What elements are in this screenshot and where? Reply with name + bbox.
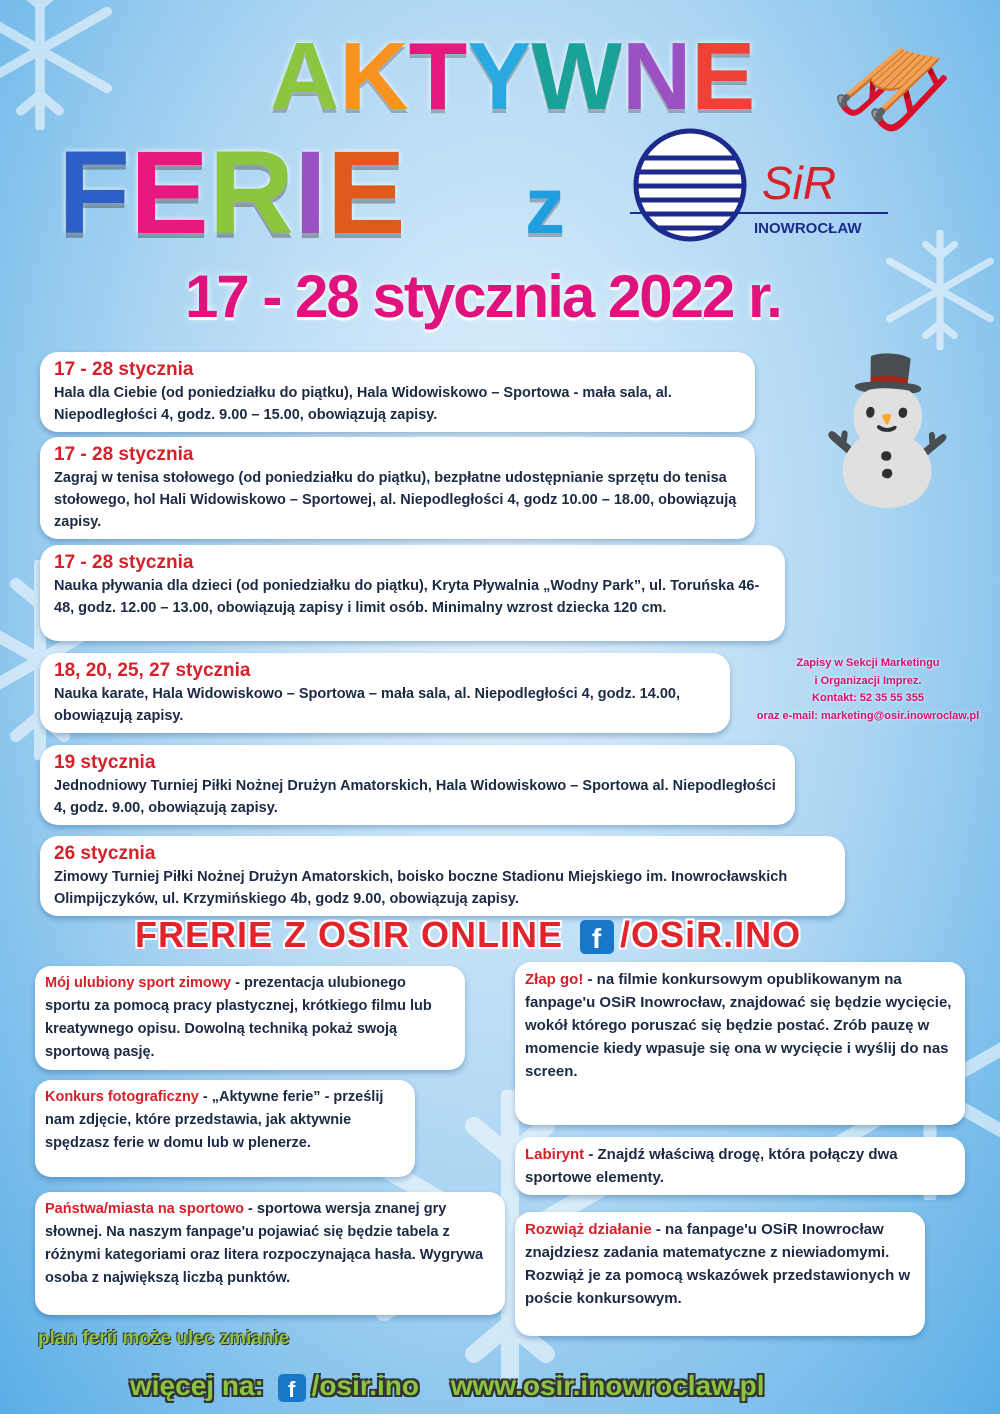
event-dates: 17 - 28 stycznia 2022 r. bbox=[185, 263, 781, 330]
event-text: Zimowy Turniej Piłki Nożnej Drużyn Amatorskich, boisko boczne Stadionu Miejskiego im. Inowrocławskich Olimpijczyków, ul. Krzymińskiego 4b, godz 9.00, obowiązują zapisy. bbox=[54, 869, 788, 907]
logo-city: INOWROCŁAW bbox=[754, 220, 862, 237]
snowman-illustration: ⛄ bbox=[800, 351, 975, 508]
title-letter: T bbox=[408, 23, 468, 130]
title-letter: Y bbox=[467, 23, 532, 130]
event-card bbox=[40, 352, 755, 432]
facebook-handle[interactable]: /OSiR.INO bbox=[620, 914, 802, 955]
contest-card bbox=[35, 1080, 415, 1177]
event-date: 18, 20, 25, 27 stycznia bbox=[54, 660, 251, 681]
event-text: Hala dla Ciebie (od poniedziałku do piątku), Hala Widowiskowo – Sportowa - mała sala, al. Niepodległości 4, godz. 9.00 – 15.00, obowiązują zapisy. bbox=[54, 385, 672, 423]
website-link[interactable]: www.osir.inowroclaw.pl bbox=[450, 1370, 765, 1401]
title-aktywne bbox=[270, 22, 755, 132]
contest-text: - na fanpage'u OSiR Inowrocław znajdziesz zadania matematyczne z niewiadomymi. Rozwiąż je za pomocą wskazówek przedstawionych w poście konkursowym. bbox=[525, 1221, 911, 1307]
title-letter: E bbox=[130, 127, 209, 259]
footer-links bbox=[130, 1370, 765, 1402]
contest-card bbox=[35, 966, 465, 1070]
contest-name: Labirynt bbox=[525, 1146, 585, 1163]
event-date: 17 - 28 stycznia bbox=[54, 552, 194, 573]
title-ferie bbox=[58, 125, 406, 261]
contact-phone: Kontakt: 52 35 55 355 bbox=[812, 692, 924, 704]
event-card bbox=[40, 653, 730, 733]
contest-card bbox=[515, 962, 965, 1125]
event-text: Zagraj w tenisa stołowego (od poniedziałku do piątku), bezpłatne udostępnianie sprzętu do tenisa stołowego, hol Hali Widowiskowo – Sportowej, al. Niepodległości 4, godz 10.00 – 18.00, obowiązują zapisy. bbox=[54, 470, 737, 530]
contest-text: - prezentacja ulubionego sportu za pomocą pracy plastycznej, krótkiego filmu lub kreatywnego opisu. Dowolną techniką pokaż swoją sportową pasję. bbox=[45, 975, 432, 1060]
contest-name: Mój ulubiony sport zimowy bbox=[45, 975, 232, 991]
title-letter: W bbox=[531, 23, 622, 130]
snowflake-decoration bbox=[0, 0, 120, 130]
title-letter: I bbox=[294, 127, 327, 259]
event-date: 26 stycznia bbox=[54, 843, 156, 864]
facebook-handle[interactable]: /osir.ino bbox=[311, 1370, 419, 1401]
event-card bbox=[40, 745, 795, 825]
facebook-icon[interactable]: f bbox=[580, 920, 614, 954]
sledding-child-illustration: 🛷 bbox=[830, 34, 955, 146]
contest-name: Złap go! bbox=[525, 971, 584, 988]
title-letter: E bbox=[326, 127, 406, 259]
more-label: więcej na: bbox=[130, 1370, 264, 1401]
logo-line bbox=[630, 212, 888, 214]
online-banner bbox=[135, 914, 801, 956]
logo-brand: SiR bbox=[762, 157, 837, 209]
contest-card bbox=[515, 1137, 965, 1195]
event-date: 17 - 28 stycznia bbox=[54, 359, 194, 380]
logo-globe-icon bbox=[630, 128, 750, 243]
contest-text: - na filmie konkursowym opublikowanym na fanpage'u OSiR Inowrocław, znajdować się będzie wycięcie, wokół którego poruszać się będzie postać. Zrób pauzę w momencie kiedy wpasuje się ona w wycięcie i wyślij do nas screen. bbox=[525, 971, 952, 1080]
contest-text: - „Aktywne ferie” - prześlij nam zdjęcie, które przedstawia, jak aktywnie spędzasz ferie w domu lub w plenerze. bbox=[45, 1089, 384, 1151]
title-letter: A bbox=[270, 23, 340, 130]
title-letter: R bbox=[208, 127, 295, 259]
signup-contact bbox=[738, 655, 998, 725]
event-text: Nauka karate, Hala Widowiskowo – Sportowa – mała sala, al. Niepodległości 4, godz. 14.00, obowiązują zapisy. bbox=[54, 686, 680, 724]
event-text: Nauka pływania dla dzieci (od poniedziałku do piątku), Kryta Pływalnia „Wodny Park”, ul. Toruńska 46-48, godz. 12.00 – 13.00, obowiązują zapisy i limit osób. Minimalny wzrost dziecka 120 cm. bbox=[54, 578, 760, 616]
schedule-note: plan ferii może ulec zmianie bbox=[38, 1328, 290, 1349]
title-letter: N bbox=[621, 23, 692, 130]
contact-email[interactable]: oraz e-mail: marketing@osir.inowroclaw.pl bbox=[756, 709, 980, 722]
facebook-icon[interactable]: f bbox=[278, 1374, 306, 1402]
event-date: 19 stycznia bbox=[54, 752, 156, 773]
snowflake-decoration bbox=[880, 230, 1000, 350]
title-letter: F bbox=[58, 127, 131, 259]
contest-name: Konkurs fotograficzny bbox=[45, 1089, 199, 1105]
title-connector: z bbox=[525, 161, 565, 250]
event-card bbox=[40, 437, 755, 539]
contest-name: Państwa/miasta na sportowo bbox=[45, 1201, 245, 1217]
contest-text: - Znajdź właściwą drogę, która połączy dwa sportowe elementy. bbox=[525, 1146, 898, 1186]
title-letter: E bbox=[691, 23, 756, 130]
contest-name: Rozwiąż działanie bbox=[525, 1221, 652, 1238]
contest-card bbox=[515, 1212, 925, 1336]
event-card bbox=[40, 836, 845, 916]
contact-line: i Organizacji Imprez. bbox=[814, 674, 922, 687]
event-date: 17 - 28 stycznia bbox=[54, 444, 194, 465]
online-title: FRERIE Z OSIR ONLINE bbox=[135, 914, 564, 955]
title-letter: K bbox=[339, 23, 409, 130]
event-card bbox=[40, 545, 785, 641]
contact-line: Zapisy w Sekcji Marketingu bbox=[796, 657, 940, 669]
event-text: Jednodniowy Turniej Piłki Nożnej Drużyn Amatorskich, Hala Widowiskowo – Sportowa al. Niepodległości 4, godz. 9.00, obowiązują zapisy. bbox=[54, 778, 776, 816]
contest-text: - sportowa wersja znanej gry słownej. Na naszym fanpage'u pojawiać się będzie tabela z różnymi kategoriami oraz litera rozpoczynająca hasła. Wygrywa osoba z największą liczbą punktów. bbox=[45, 1201, 484, 1286]
contest-card bbox=[35, 1192, 505, 1315]
